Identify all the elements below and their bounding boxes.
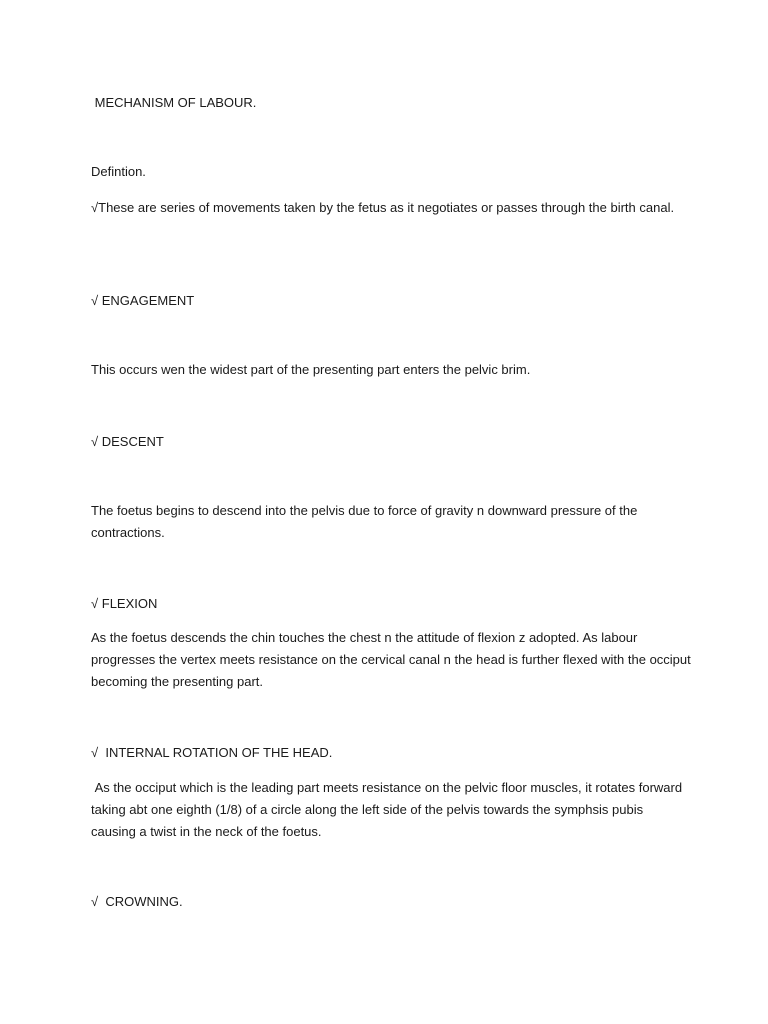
section-heading-engagement: √ ENGAGEMENT [91,293,195,308]
document-title: MECHANISM OF LABOUR. [91,95,257,110]
definition-heading: Defintion. [91,164,146,179]
section-heading-flexion: √ FLEXION [91,596,158,611]
section-body-internal-rotation: As the occiput which is the leading part meets resistance on the pelvic floor muscles, it rotates forward taking abt one eighth (1/8) of a circle along the left side of the pelvis towards the symphsis pubis causing a twist in the neck of the foetus. [91,780,686,839]
section-heading-crowning: √ CROWNING. [91,894,183,909]
section-body-flexion: As the foetus descends the chin touches the chest n the attitude of flexion z adopted. As labour progresses the vertex meets resistance on the cervical canal n the head is further flexed with the occiput becoming the presenting part. [91,630,695,689]
section-body-engagement: This occurs wen the widest part of the presenting part enters the pelvic brim. [91,362,531,377]
definition-text: √These are series of movements taken by the fetus as it negotiates or passes through the birth canal. [91,200,675,215]
section-heading-internal-rotation: √ INTERNAL ROTATION OF THE HEAD. [91,745,333,760]
section-heading-descent: √ DESCENT [91,434,164,449]
section-body-descent: The foetus begins to descend into the pelvis due to force of gravity n downward pressure of the contractions. [91,503,641,540]
